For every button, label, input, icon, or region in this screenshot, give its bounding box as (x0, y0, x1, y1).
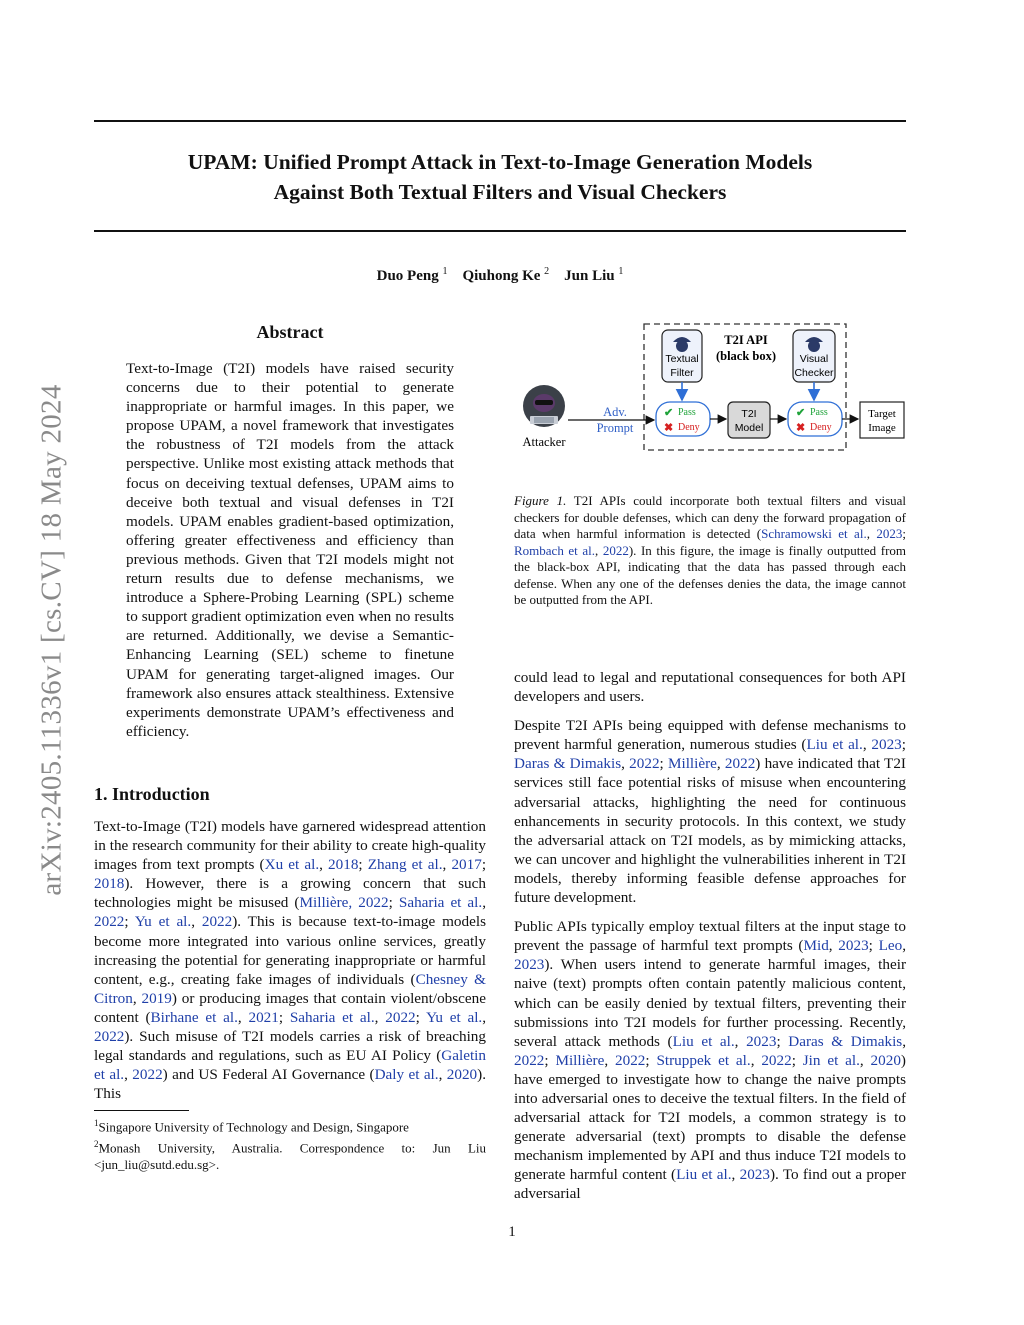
text-run: , (132, 989, 142, 1007)
arxiv-identifier: arXiv:2405.11336v1 [cs.CV] 18 May 2024 (35, 384, 68, 896)
text-run: ). This (94, 1066, 486, 1103)
target-label-1: Target (868, 408, 896, 420)
text-run: ; (901, 736, 906, 754)
text-run: , (374, 1008, 386, 1026)
citation-link[interactable]: Jin et al. (802, 1051, 860, 1069)
citation-link[interactable]: Millière (667, 755, 717, 773)
citation-link[interactable]: 2019 (141, 989, 172, 1007)
text-run: ) have emerged to investigate how to change the naive prompts into adversarial ones to deceive the textual filters. In the field of adversarial attack for T2I models, a common strategy is to generate adversarial (text) prompts to disable the defense mechanism implemented by API and thus induce T2I models to generate harmful content ( (514, 1051, 906, 1184)
text-run: ). To find out a proper adversarial (514, 1166, 907, 1203)
text-run: ). When users intend to generate harmful images, their naive (text) prompts often contain patently malicious content, which can be easily denied by textual filters, preventing their submissions into T2I models for further processing. Recently, several attack methods ( (514, 956, 906, 1050)
citation-link[interactable]: Chesney & Citron (94, 970, 486, 1007)
citation-link[interactable]: 2018 (94, 875, 125, 893)
text-run: , (731, 1166, 740, 1184)
text-run: , (191, 913, 202, 931)
paragraph (514, 917, 906, 1203)
text-run: ; (388, 894, 399, 912)
text-run: Despite T2I APIs being equipped with defense mechanisms to prevent harmful generation, numerous studies ( (514, 717, 906, 754)
citation-link[interactable]: 2022 (615, 1051, 646, 1069)
text-run: , (237, 1008, 249, 1026)
text-run: ) have indicated that T2I services still face potential risks of misuse when encountering adversarial attacks, highlighting the need for continuous enhancements in security protocols. In this context, we study the adversarial attack on T2I models, as by mimicking attacks, we can uncover and highlight the vulnerabilities inherent in T2I models, thereby informing feasible defense approaches for future development. (514, 755, 906, 907)
text-run: ; (791, 1051, 803, 1069)
citation-link[interactable]: 2022 (94, 913, 125, 931)
citation-link[interactable]: 2022 (724, 755, 756, 773)
text-run: ; (659, 755, 668, 773)
citation-link[interactable]: Liu et al. (806, 736, 863, 754)
citation-link[interactable]: Daras & Dimakis (514, 755, 622, 773)
citation-link[interactable]: Daras & Dimakis (788, 1032, 903, 1050)
deny-label: Deny (678, 422, 700, 433)
citation-link[interactable]: 2023 (838, 937, 869, 955)
footnote-1: $^1$Singapore University of Technology and Design, Singapore (94, 1118, 409, 1135)
citation-link[interactable]: 2022 (629, 755, 660, 773)
text-run: , (442, 856, 452, 874)
cross-icon: ✖ (664, 422, 674, 434)
text-run: , (734, 1032, 747, 1050)
text-run: Public APIs typically employ textual filters at the input stage to prevent the passage of harmful text prompts ( (514, 918, 906, 955)
citation-link[interactable]: 2022 (385, 1008, 416, 1026)
text-run: ; (776, 1032, 789, 1050)
target-label-2: Image (868, 422, 896, 434)
text-run: T2I APIs could incorporate both textual filters and visual checkers for double defenses, which can deny the forward propagation of data when harmful information is detected ( (514, 493, 907, 541)
author: Jun Liu $^1$ (564, 266, 624, 284)
paragraph (94, 817, 486, 1103)
text-run: ; (868, 937, 879, 955)
textual-filter-label-1: Textual (665, 353, 699, 365)
text-run: ; (481, 856, 487, 874)
adv-prompt-line2: Prompt (596, 421, 634, 435)
caption-label: Figure 1. (514, 493, 567, 508)
right-column-text (514, 668, 906, 1204)
text-run: ). However, there is a growing concern that such technologies might be misused ( (94, 875, 486, 912)
adv-prompt-line1: Adv. (603, 405, 627, 419)
citation-link[interactable]: Birhane et al. (150, 1008, 238, 1026)
title-rule-top (94, 120, 906, 122)
citation-link[interactable]: 2022 (94, 1028, 125, 1046)
textual-filter-label-2: Filter (670, 367, 694, 379)
citation-link[interactable]: 2022 (201, 913, 233, 931)
footnote-rule (94, 1110, 189, 1111)
text-run: ; (358, 856, 368, 874)
check-icon: ✔ (796, 407, 806, 419)
citation-link[interactable]: Xu et al. (264, 856, 320, 874)
visual-checker-label-1: Visual (799, 353, 829, 365)
citation-link[interactable]: Zhang et al. (367, 856, 443, 874)
text-run: could lead to legal and reputational consequences for both API developers and users. (514, 669, 906, 706)
text-run: ) and US Federal AI Governance ( (162, 1066, 375, 1084)
text-run: , (866, 526, 877, 541)
author-list (94, 266, 906, 285)
footnote-2: $^2$Monash University, Australia. Correspondence to: Jun Liu <jun_liu@sutd.edu.sg>. (94, 1138, 486, 1172)
citation-link[interactable]: 2021 (248, 1008, 279, 1026)
citation-link[interactable]: 2020 (446, 1066, 478, 1084)
check-icon: ✔ (664, 407, 674, 419)
text-run: , (750, 1051, 762, 1069)
text-run: , (482, 894, 486, 912)
citation-link[interactable]: 2022 (761, 1051, 792, 1069)
citation-link[interactable]: Struppek et al. (656, 1051, 751, 1069)
citation-link[interactable]: 2023 (871, 736, 902, 754)
paragraph (514, 716, 906, 907)
text-run: ) or producing images that contain violent/obscene content ( (94, 989, 486, 1026)
citation-link[interactable]: 2022 (132, 1066, 163, 1084)
deny-label: Deny (810, 422, 832, 433)
text-run: , (716, 755, 725, 773)
citation-link[interactable]: Millière (555, 1051, 605, 1069)
citation-link[interactable]: Saharia et al. (398, 894, 483, 912)
text-run: ; (645, 1051, 657, 1069)
cross-icon: ✖ (796, 422, 806, 434)
attacker-icon (523, 385, 565, 427)
citation-link[interactable]: 2022 (514, 1051, 545, 1069)
title-line-1: UPAM: Unified Prompt Attack in Text-to-Image Generation Models (187, 150, 813, 174)
text-run: , (438, 1066, 447, 1084)
caption-text (514, 493, 906, 607)
citation-link[interactable]: 2023 (876, 526, 903, 541)
text-run: , (621, 755, 630, 773)
text-run: , (319, 856, 329, 874)
author: Qiuhong Ke $^2$ (462, 266, 550, 284)
text-run: ; (544, 1051, 556, 1069)
citation-link[interactable]: 2018 (328, 856, 359, 874)
text-run: ). Such misuse of T2I models carries a risk of breaching legal standards and regulations, such as EU AI Policy ( (94, 1028, 486, 1065)
paper-title (94, 147, 906, 207)
text-run: ; (902, 526, 906, 541)
paragraph (514, 668, 906, 706)
citation-link[interactable]: Daly et al. (374, 1066, 439, 1084)
citation-link[interactable]: 2023 (746, 1032, 777, 1050)
citation-link[interactable]: Liu et al. (672, 1032, 735, 1050)
citation-link[interactable]: Leo (878, 937, 903, 955)
text-run: , (594, 542, 603, 558)
pass-label: Pass (810, 407, 828, 418)
text-run: Text-to-Image (T2I) models have garnered widespread attention in the research community for their ability to create high-quality images from text prompts ( (94, 818, 486, 874)
text-run: ). This is because text-to-image models become more integrated into various online services, greatly increasing the potential for generating inappropriate or harmful content, e.g., creating fake images of individuals ( (94, 913, 486, 988)
citation-link[interactable]: Rombach et al. (514, 542, 595, 558)
pass-label: Pass (678, 407, 696, 418)
text-run: ; (415, 1008, 427, 1026)
api-subtitle: (black box) (715, 349, 777, 363)
author: Duo Peng $^1$ (376, 266, 448, 284)
text-run: , (862, 736, 872, 754)
citation-link[interactable]: Yu et al. (426, 1008, 483, 1026)
citation-link[interactable]: 2023 (514, 956, 545, 974)
text-run: ; (124, 913, 135, 931)
footnotes (94, 1115, 486, 1173)
citation-link[interactable]: Yu et al. (134, 913, 192, 931)
model-label-1: T2I (741, 408, 757, 420)
text-run: ; (278, 1008, 290, 1026)
abstract-body: Text-to-Image (T2I) models have raised security concerns due to their potential to generate inappropriate or harmful images. In this paper, we propose UPAM, a novel framework that investigates the robustness of T2I models from the attack perspective. Unlike most existing attack methods that focus on deceiving textual defenses, UPAM aims to deceive both textual and visual defenses in T2I models. UPAM enables gradient-based optimization, offering greater effectiveness and efficiency than previous methods. Given that T2I models might not return results due to defense mechanisms, we introduce a Sphere-Probing Learning (SPL) scheme to support gradient optimization even when no results are returned. Additionally, we devise a Semantic-Enhancing Learning (SEL) scheme to finetune UPAM for generating target-aligned images. Our framework also ensures attack stealthiness. Extensive experiments demonstrate UPAM’s effectiveness and efficiency. (126, 360, 454, 740)
visual-checker-label-2: Checker (794, 367, 834, 379)
introduction-paragraph (94, 817, 486, 1103)
title-rule-bottom (94, 230, 906, 232)
section-heading-introduction: 1. Introduction (94, 784, 210, 804)
text-run: , (482, 1008, 487, 1026)
title-line-2: Against Both Textual Filters and Visual Checkers (273, 180, 727, 204)
citation-link[interactable]: Galetin et al. (94, 1047, 486, 1084)
attacker-label: Attacker (522, 435, 566, 449)
page-number: 1 (508, 1224, 516, 1240)
text-run: , (902, 937, 906, 955)
citation-link[interactable]: Schramowski et al. (761, 526, 867, 541)
citation-link[interactable]: Saharia et al. (289, 1008, 375, 1026)
api-title: T2I API (724, 333, 768, 347)
citation-link[interactable]: 2022 (602, 542, 629, 558)
figure-1-caption (514, 493, 906, 609)
text-run: ). In this figure, the image is finally outputted from the black-box API, indicating that the data has passed through each defense. When any one of the defenses denies the data, the image cannot be outputted from the API. (514, 542, 907, 607)
citation-link[interactable]: Millière, 2022 (299, 894, 389, 912)
abstract-heading: Abstract (256, 322, 324, 342)
text-run: , (124, 1066, 133, 1084)
text-run: , (859, 1051, 871, 1069)
citation-link[interactable]: Liu et al. (676, 1166, 732, 1184)
figure-1-diagram (514, 318, 906, 458)
text-run: , (604, 1051, 615, 1069)
model-label-2: Model (734, 422, 764, 434)
text-run: , (828, 937, 839, 955)
citation-link[interactable]: Mid (803, 937, 829, 955)
citation-link[interactable]: 2020 (870, 1051, 901, 1069)
citation-link[interactable]: 2023 (739, 1166, 770, 1184)
citation-link[interactable]: 2017 (451, 856, 482, 874)
text-run: , (902, 1032, 906, 1050)
